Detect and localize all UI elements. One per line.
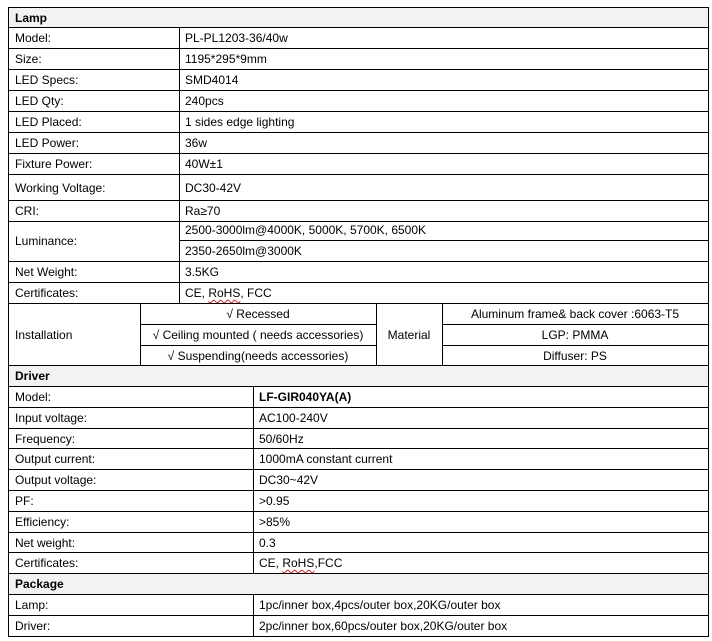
- net-weight-value: 3.5KG: [185, 265, 220, 279]
- lamp-spec-row: [8, 154, 709, 175]
- lamp-spec-label: LED Power:: [15, 136, 80, 150]
- driver-spec-value: DC30~42V: [259, 473, 319, 487]
- net-weight-label: Net Weight:: [15, 265, 78, 279]
- material-diffuser: Diffuser: PS: [543, 348, 607, 363]
- package-spec-value: 1pc/inner box,4pcs/outer box,20KG/outer box: [259, 598, 501, 612]
- driver-spec-value: 50/60Hz: [259, 431, 304, 446]
- lamp-spec-value: 36w: [185, 136, 208, 150]
- lamp-spec-value: Ra≥70: [185, 204, 221, 218]
- driver-spec-value: >85%: [259, 515, 291, 529]
- driver-spec-label: PF:: [15, 494, 34, 508]
- lamp-spec-value: PL-PL1203-36/40w: [185, 31, 288, 45]
- lamp-spec-value: 240pcs: [185, 94, 224, 108]
- lamp-spec-label: Size:: [15, 52, 42, 66]
- lamp-row-luminance: [8, 220, 709, 262]
- driver-spec-row: [8, 470, 709, 491]
- driver-spec-label: Model:: [15, 390, 52, 404]
- driver-spec-value: >0.95: [259, 494, 290, 508]
- luminance-value-2: 2350-2650lm@3000K: [185, 244, 302, 258]
- lamp-spec-row: [8, 133, 709, 154]
- lamp-section-header: [8, 7, 709, 28]
- rohs-spell-marked: RoHS: [208, 286, 241, 300]
- package-spec-row: [8, 595, 709, 616]
- package-spec-row: [8, 616, 709, 637]
- driver-spec-row: [8, 449, 709, 470]
- driver-section-header: [8, 366, 709, 387]
- lamp-spec-value: SMD4014: [185, 73, 239, 87]
- lamp-row-installation: [8, 304, 709, 366]
- lamp-certificates-value: CE, RoHS , FCC: [185, 286, 272, 300]
- material-lgp: LGP: PMMA: [541, 328, 609, 342]
- lamp-row-net-weight: [8, 262, 709, 283]
- driver-certificates-label: Certificates:: [15, 556, 79, 570]
- driver-spec-value: 1000mA constant current: [259, 452, 393, 466]
- lamp-spec-row: [8, 28, 709, 49]
- driver-spec-row: [8, 512, 709, 533]
- lamp-spec-label: LED Placed:: [15, 115, 82, 129]
- package-spec-value: 2pc/inner box,60pcs/outer box,20KG/outer box: [259, 619, 508, 633]
- installation-option-recessed: √ Recessed: [226, 307, 290, 321]
- lamp-spec-value: 1 sides edge lighting: [185, 115, 295, 129]
- driver-spec-label: Output current:: [15, 452, 96, 466]
- lamp-spec-label: LED Specs:: [15, 73, 79, 87]
- driver-spec-label: Output voltage:: [15, 473, 97, 487]
- driver-spec-row: [8, 491, 709, 512]
- lamp-spec-row: [8, 49, 709, 70]
- package-section-header: [8, 574, 709, 595]
- driver-spec-value: 0.3: [259, 535, 276, 550]
- driver-spec-label: Input voltage:: [15, 411, 88, 425]
- lamp-spec-label: CRI:: [15, 204, 39, 218]
- driver-spec-row: [8, 533, 709, 553]
- lamp-spec-row: [8, 70, 709, 91]
- lamp-spec-value: 1195*295*9mm: [185, 52, 267, 66]
- material-label: Material: [387, 327, 431, 342]
- luminance-value-1: 2500-3000lm@4000K, 5000K, 5700K, 6500K: [185, 223, 427, 237]
- lamp-spec-label: Fixture Power:: [15, 157, 93, 171]
- driver-spec-label: Efficiency:: [15, 515, 70, 529]
- driver-spec-value: AC100-240V: [259, 411, 328, 425]
- lamp-certificates-label: Certificates:: [15, 286, 79, 300]
- driver-spec-label: Frequency:: [15, 431, 76, 446]
- driver-spec-label: Net weight:: [15, 535, 76, 550]
- lamp-spec-label: Model:: [15, 31, 52, 45]
- driver-spec-value: LF-GIR040YA(A): [259, 390, 352, 404]
- package-spec-label: Lamp:: [15, 598, 49, 612]
- lamp-spec-label: LED Qty:: [15, 94, 64, 108]
- driver-spec-row: [8, 429, 709, 449]
- lamp-spec-value: 40W±1: [185, 157, 223, 171]
- lamp-spec-row: [8, 91, 709, 112]
- material-frame: Aluminum frame& back cover :6063-T5: [470, 307, 680, 321]
- installation-option-suspending: √ Suspending(needs accessories): [167, 348, 349, 363]
- driver-row-certificates: [8, 553, 709, 574]
- lamp-header-label: Lamp: [15, 10, 48, 25]
- driver-spec-row: [8, 408, 709, 429]
- rohs-spell-marked: RoHS: [282, 556, 315, 570]
- lamp-spec-row: [8, 112, 709, 133]
- package-header-label: Package: [15, 577, 64, 591]
- driver-certificates-value: CE, RoHS ,FCC: [259, 556, 343, 570]
- driver-header-label: Driver: [15, 369, 50, 383]
- lamp-spec-row: [8, 175, 709, 201]
- lamp-spec-label: Working Voltage:: [15, 180, 106, 195]
- luminance-label: Luminance:: [15, 233, 78, 248]
- driver-spec-row: [8, 387, 709, 408]
- lamp-row-certificates: [8, 283, 709, 304]
- package-spec-label: Driver:: [15, 619, 51, 633]
- installation-label: Installation: [15, 327, 73, 342]
- lamp-spec-value: DC30-42V: [185, 180, 242, 195]
- lamp-spec-row: [8, 201, 709, 222]
- installation-option-ceiling: √ Ceiling mounted ( needs accessories): [152, 328, 364, 342]
